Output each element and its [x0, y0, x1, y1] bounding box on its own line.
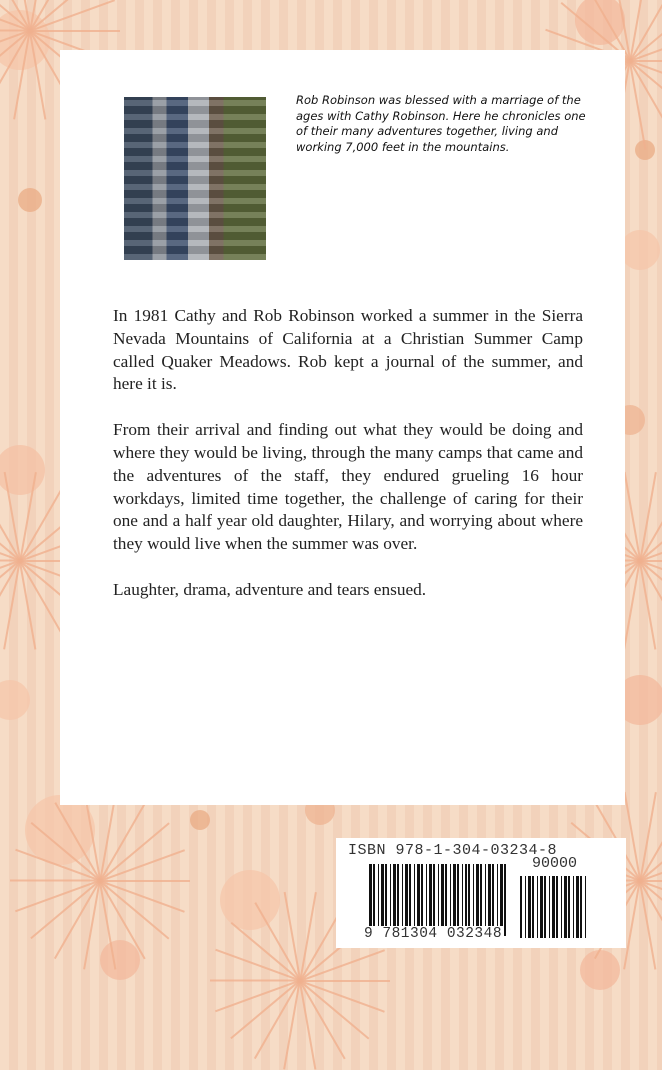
decor-burst [100, 880, 101, 881]
decor-burst [640, 880, 641, 881]
isbn-barcode [336, 838, 626, 948]
decor-circle [620, 230, 660, 270]
isbn-label: ISBN 978-1-304-03234-8 [348, 842, 558, 859]
addon-bars [520, 876, 590, 938]
decor-burst [300, 980, 301, 981]
decor-burst [640, 560, 641, 561]
decor-circle [100, 940, 140, 980]
paragraph: In 1981 Cathy and Rob Robinson worked a summer in the Sierra Nevada Mountains of California at a Christian Summer Camp called Quaker Meadows. Rob kept a journal of the summer, and here it is. [113, 306, 583, 394]
decor-burst [20, 560, 21, 561]
decor-burst [630, 60, 631, 61]
bar [586, 876, 588, 938]
price-addon: 90000 [532, 855, 578, 872]
paragraph: Laughter, drama, adventure and tears ensued. [113, 579, 427, 599]
bar [506, 864, 509, 936]
description [113, 305, 583, 625]
barcode-digits: 9 781304 032348 [364, 926, 503, 942]
author-blurb: Rob Robinson was blessed with a marriage of the ages with Cathy Robinson. Here he chronicles one of their many adventures together, living and working 7,000 feet in the mountains. [296, 93, 586, 154]
decor-circle [0, 680, 30, 720]
decor-burst [30, 30, 31, 31]
decor-circle [580, 950, 620, 990]
decor-circle [220, 870, 280, 930]
decor-circle [190, 810, 210, 830]
paragraph: From their arrival and finding out what they would be doing and where they would be living, through the many camps that came and the adventures of the staff, they endured grueling 16 hour workdays, limited time together, the challenge of caring for their one and a half year old daughter, Hilary, and worrying about where they would live when the summer was over. [113, 420, 583, 554]
author-photo [124, 97, 266, 260]
decor-circle [18, 188, 42, 212]
